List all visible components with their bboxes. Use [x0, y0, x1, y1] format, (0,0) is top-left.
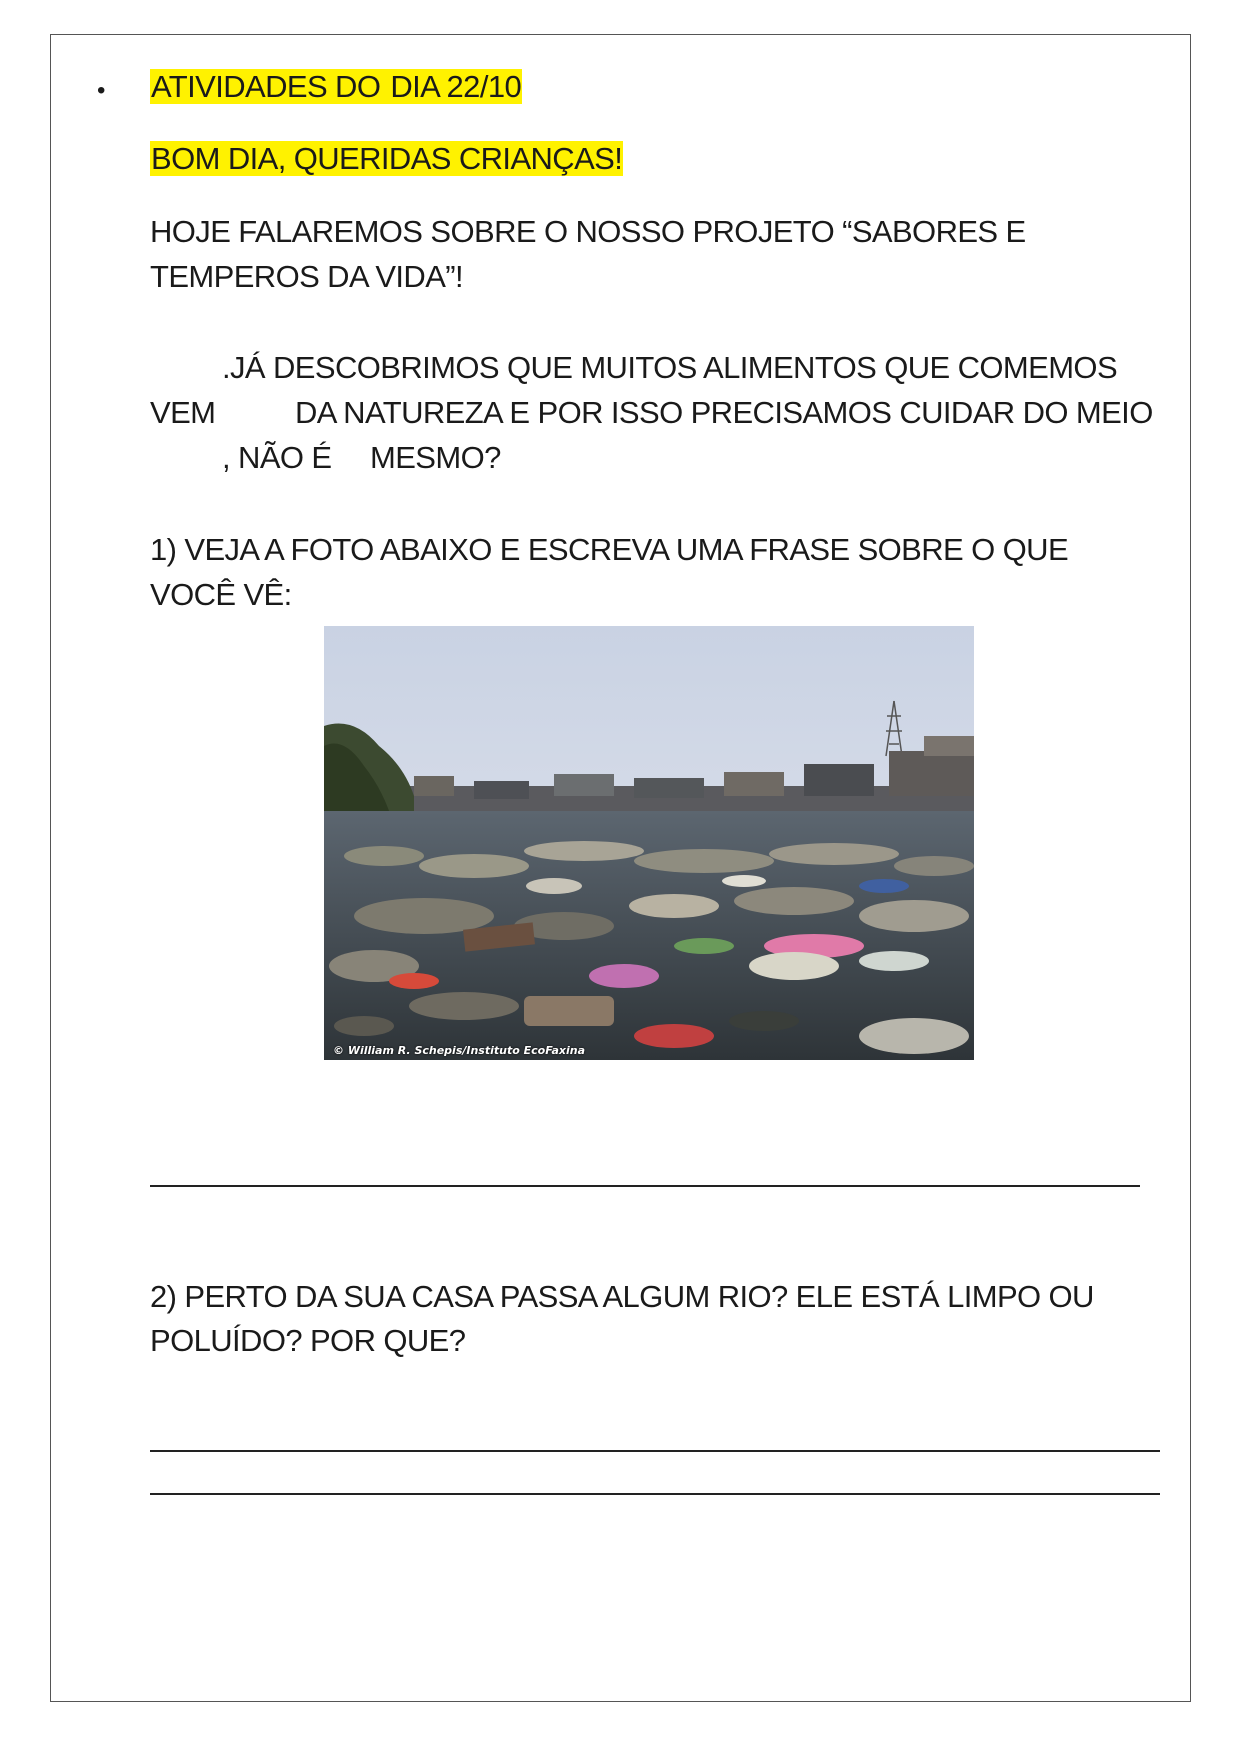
paragraph-line-3a: , NÃO É — [222, 440, 332, 475]
question-1-line-2: VOCÊ VÊ: — [150, 577, 292, 612]
title-part-2: DIA 22/10 — [390, 69, 522, 104]
paragraph-line-3b: MESMO? — [370, 440, 501, 475]
answer-line-2[interactable] — [150, 1450, 1160, 1452]
page-title — [150, 64, 522, 110]
paragraph-line-1: .JÁ DESCOBRIMOS QUE MUITOS ALIMENTOS QUE COMEMOS — [222, 350, 1118, 385]
bullet-icon: • — [97, 77, 106, 104]
question-2-line-1: 2) PERTO DA SUA CASA PASSA ALGUM RIO? ELE ESTÁ LIMPO OU — [150, 1279, 1094, 1314]
intro-line-2: TEMPEROS DA VIDA”! — [150, 259, 464, 294]
paragraph-line-2a: VEM — [150, 395, 216, 430]
answer-line-1[interactable] — [150, 1185, 1140, 1187]
polluted-river-photo — [324, 626, 974, 1060]
greeting — [150, 136, 623, 182]
question-1-line-1: 1) VEJA A FOTO ABAIXO E ESCREVA UMA FRASE SOBRE O QUE — [150, 532, 1069, 567]
photo-credit: © William R. Schepis/Instituto EcoFaxina — [333, 1044, 586, 1057]
title-part-1: ATIVIDADES DO — [151, 69, 389, 104]
answer-line-3[interactable] — [150, 1493, 1160, 1495]
greeting-text: BOM DIA, QUERIDAS CRIANÇAS! — [151, 141, 623, 176]
paragraph-line-2b: DA NATUREZA E POR ISSO PRECISAMOS CUIDAR DO MEIO — [295, 395, 1153, 430]
intro-line-1: HOJE FALAREMOS SOBRE O NOSSO PROJETO “SABORES E — [150, 214, 1026, 249]
question-2-line-2: POLUÍDO? POR QUE? — [150, 1323, 466, 1358]
